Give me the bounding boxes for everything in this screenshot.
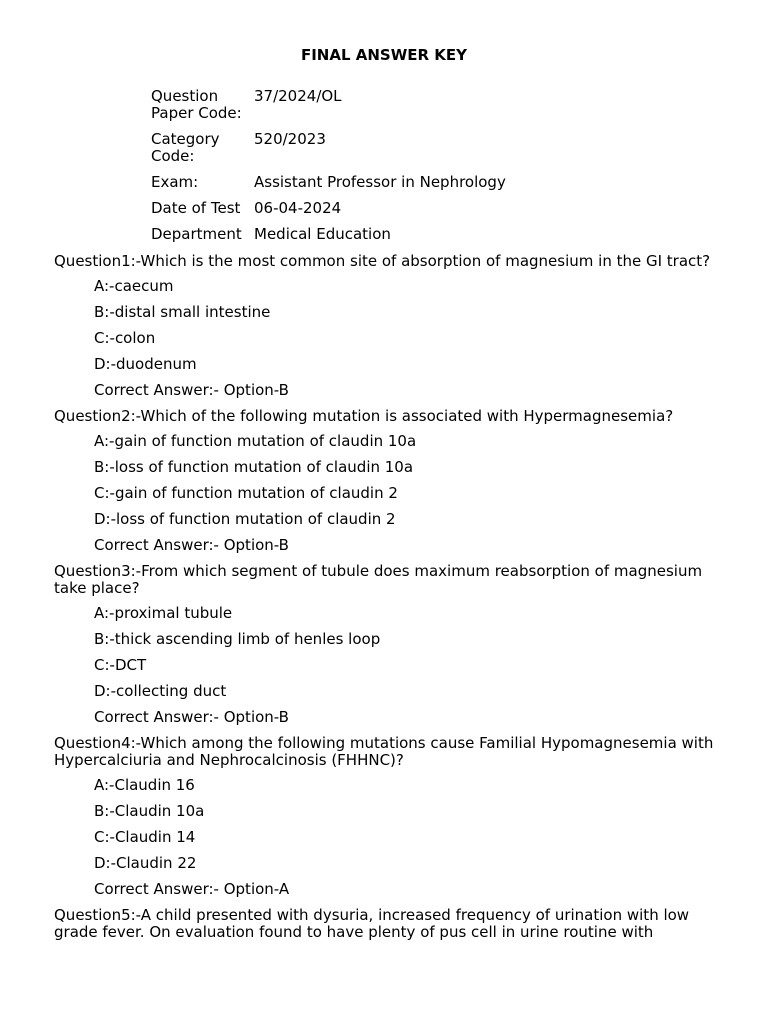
date-label: Date of Test: [151, 199, 241, 217]
question-block: [54, 907, 714, 941]
option-b: B:-Claudin 10a: [94, 802, 205, 820]
option-b: B:-loss of function mutation of claudin 10a: [94, 458, 414, 476]
option-b: B:-distal small intestine: [94, 303, 271, 321]
option-c: C:-colon: [94, 329, 156, 347]
correct-answer: Correct Answer:- Option-B: [94, 381, 289, 399]
exam-label: Exam:: [151, 173, 199, 191]
option-d: D:-Claudin 22: [94, 854, 197, 872]
question-text: Question3:-From which segment of tubule does maximum reabsorption of magnesium take place?: [54, 562, 703, 597]
question-block: [54, 253, 714, 399]
department-label: Department: [151, 225, 242, 243]
option-c: C:-Claudin 14: [94, 828, 196, 846]
option-c: C:-gain of function mutation of claudin 2: [94, 484, 398, 502]
paper-code-value: 37/2024/OL: [254, 87, 342, 105]
paper-code-row: [148, 88, 506, 131]
question-block: [54, 735, 714, 898]
exam-row: [148, 174, 506, 200]
question-text: Question1:-Which is the most common site of absorption of magnesium in the GI tract?: [54, 252, 711, 270]
exam-value: Assistant Professor in Nephrology: [254, 173, 506, 191]
option-d: D:-collecting duct: [94, 682, 227, 700]
category-code-value: 520/2023: [254, 130, 326, 148]
question-text: Question4:-Which among the following mutations cause Familial Hypomagnesemia with Hypercalciuria and Nephrocalcinosis (FHHNC)?: [54, 734, 714, 769]
question-text: Question5:-A child presented with dysuria, increased frequency of urination with low grade fever. On evaluation found to have plenty of pus cell in urine routine with: [54, 906, 690, 941]
department-row: [148, 226, 506, 252]
option-a: A:-proximal tubule: [94, 604, 233, 622]
question-block: [54, 408, 714, 554]
exam-details-table: [148, 88, 506, 252]
option-c: C:-DCT: [94, 656, 147, 674]
question-block: [54, 563, 714, 726]
correct-answer: Correct Answer:- Option-B: [94, 708, 289, 726]
option-d: D:-loss of function mutation of claudin 2: [94, 510, 396, 528]
question-text: Question2:-Which of the following mutation is associated with Hypermagnesemia?: [54, 407, 674, 425]
option-a: A:-caecum: [94, 277, 174, 295]
correct-answer: Correct Answer:- Option-A: [94, 880, 290, 898]
question-list: [54, 253, 714, 949]
option-b: B:-thick ascending limb of henles loop: [94, 630, 381, 648]
paper-code-label: Question Paper Code:: [151, 87, 242, 122]
correct-answer: Correct Answer:- Option-B: [94, 536, 289, 554]
department-value: Medical Education: [254, 225, 391, 243]
option-a: A:-Claudin 16: [94, 776, 195, 794]
option-d: D:-duodenum: [94, 355, 197, 373]
date-row: [148, 200, 506, 226]
date-value: 06-04-2024: [254, 199, 342, 217]
page-title: FINAL ANSWER KEY: [300, 46, 468, 64]
category-code-label: Category Code:: [151, 130, 220, 165]
category-code-row: [148, 131, 506, 174]
option-a: A:-gain of function mutation of claudin 10a: [94, 432, 417, 450]
